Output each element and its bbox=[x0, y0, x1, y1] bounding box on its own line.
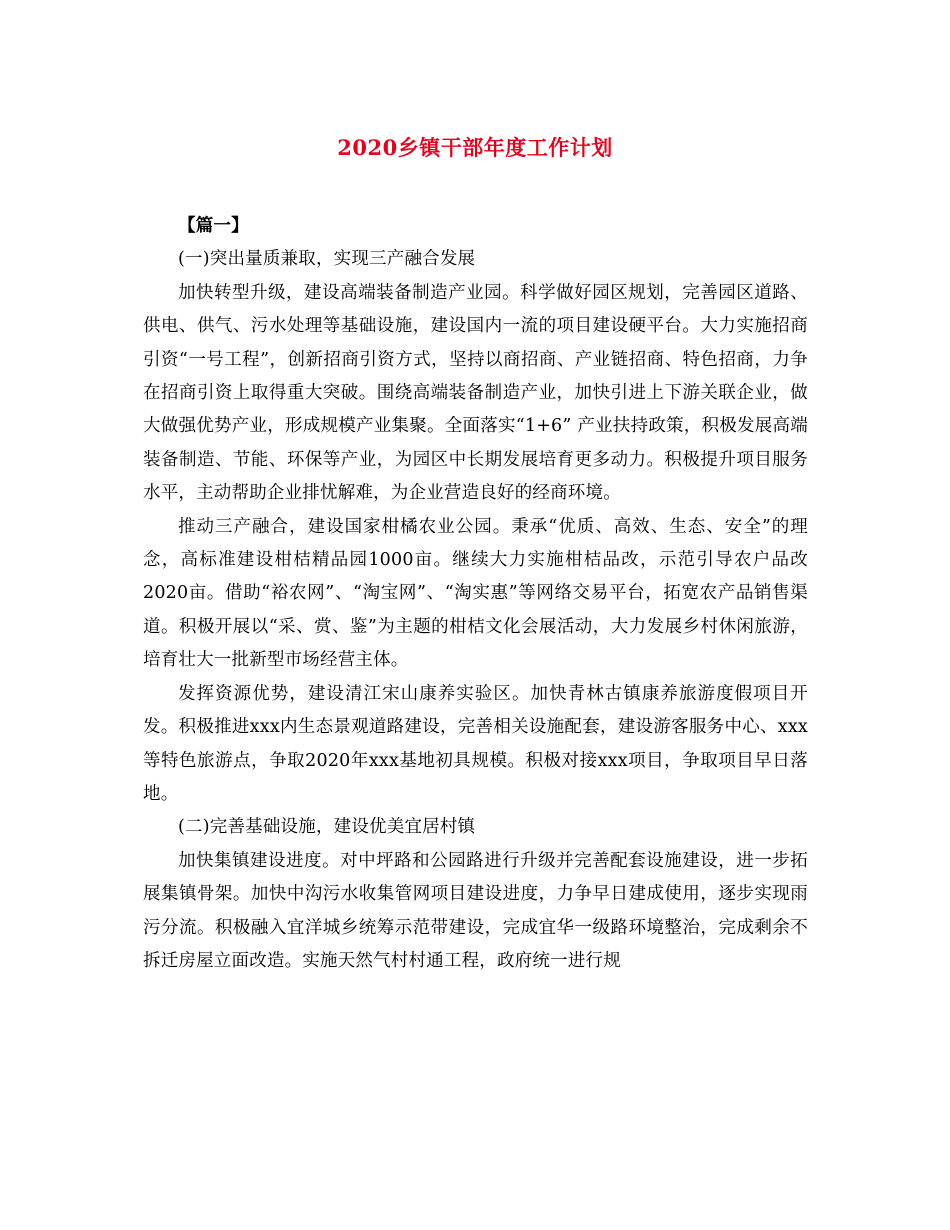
paragraph-3: 发挥资源优势，建设清江宋山康养实验区。加快青林古镇康养旅游度假项目开发。积极推进xxx内生态景观道路建设，完善相关设施配套，建设游客服务中心、xxx等特色旅游点，争取2020年xxx基地初具规模。积极对接xxx项目，争取项目早日落地。 bbox=[143, 683, 808, 804]
subheading-2: (二)完善基础设施，建设优美宜居村镇 bbox=[178, 817, 476, 838]
paragraph-2: 推动三产融合，建设国家柑橘农业公园。秉承“优质、高效、生态、安全”的理念，高标准建设柑桔精品园1000亩。继续大力实施柑桔品改，示范引导农户品改2020亩。借助“裕农网”、“淘宝网”、“淘实惠”等网络交易平台，拓宽农产品销售渠道。积极开展以“采、赏、鉴”为主题的柑桔文化会展活动，大力发展乡村休闲旅游，培育壮大一批新型市场经营主体。 bbox=[143, 516, 808, 671]
subheading-1: (一)突出量质兼取，实现三产融合发展 bbox=[178, 249, 476, 270]
section-label: 【篇一】 bbox=[178, 216, 249, 236]
document-title: 2020乡镇干部年度工作计划 bbox=[337, 135, 613, 160]
paragraph-1: 加快转型升级，建设高端装备制造产业园。科学做好园区规划，完善园区道路、供电、供气、污水处理等基础设施，建设国内一流的项目建设硬平台。大力实施招商引资“一号工程”，创新招商引资方式，坚持以商招商、产业链招商、特色招商，力争在招商引资上取得重大突破。围绕高端装备制造产业，加快引进上下游关联企业，做大做强优势产业，形成规模产业集聚。全面落实“1+6” 产业扶持政策，积极发展高端装备制造、节能、环保等产业，为园区中长期发展培育更多动力。积极提升项目服务水平，主动帮助企业排忧解难，为企业营造良好的经商环境。 bbox=[143, 282, 808, 504]
paragraph-4: 加快集镇建设进度。对中坪路和公园路进行升级并完善配套设施建设，进一步拓展集镇骨架。加快中沟污水收集管网项目建设进度，力争早日建成使用，逐步实现雨污分流。积极融入宜洋城乡统筹示范带建设，完成宜华一级路环境整治，完成剩余不拆迁房屋立面改造。实施天然气村村通工程，政府统一进行规 bbox=[143, 850, 808, 971]
document-body bbox=[143, 210, 808, 978]
